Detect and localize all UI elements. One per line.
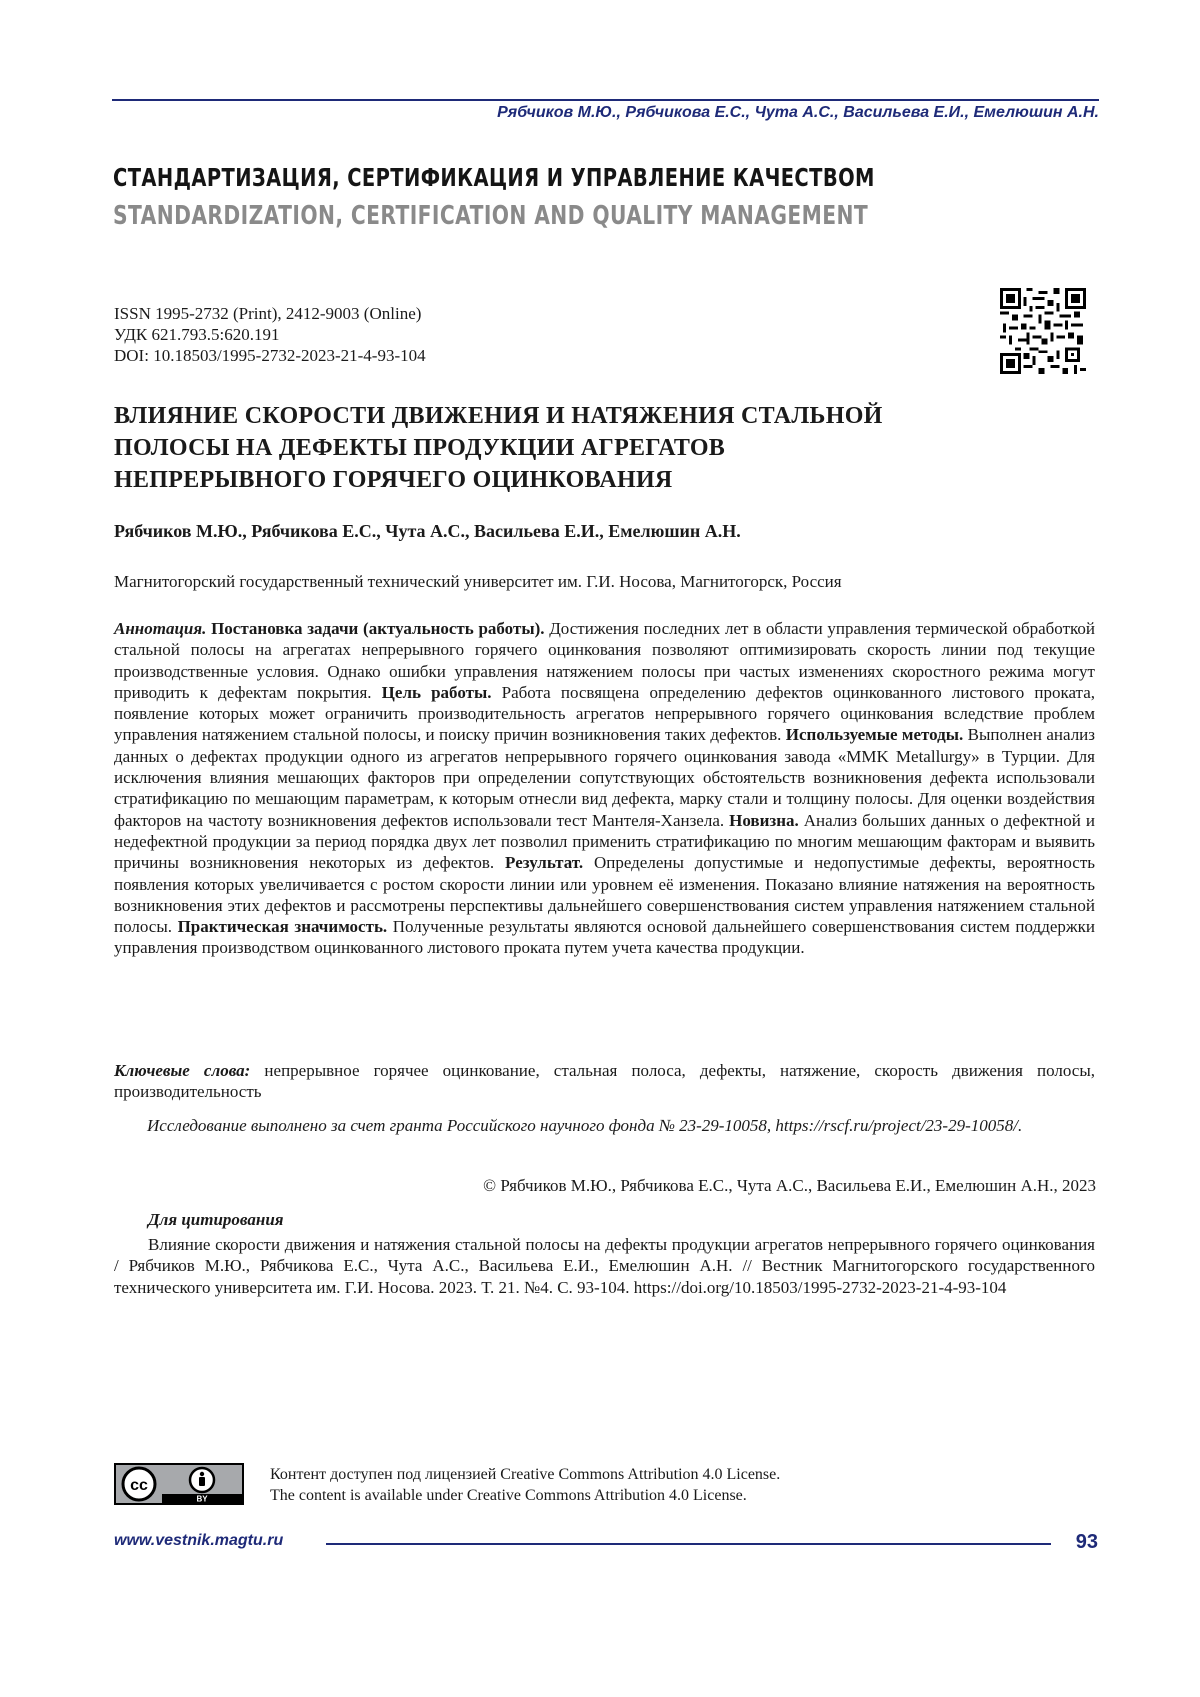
citation-label: Для цитирования [148,1210,284,1230]
practical-text: Полученные результаты являются основой дальнейшего совершенствования систем поддержки управления производством оцинкованного листового проката путем учета качества продукции. [114,917,1095,957]
license-ru: Контент доступен под лицензией Creative Commons Attribution 4.0 License. [270,1464,780,1485]
result-text: Определены допустимые и недопустимые дефекты, вероятность появления которых увеличивается с ростом скорости линии или уровнем её изменения. Показано влияние натяжения на вероятность возникновения этих дефектов и рассмотрены перспективы дальнейшего совершенствования систем управления натяжением стальной полосы. [114,853,1095,936]
methods-label: Используемые методы. [786,725,964,744]
article-title [114,400,1054,496]
keywords [114,1060,1095,1103]
title-line-1: ВЛИЯНИЕ СКОРОСТИ ДВИЖЕНИЯ И НАТЯЖЕНИЯ СТАЛЬНОЙ [114,400,1054,432]
novelty-text: Анализ больших данных о дефектной и недефектной продукции за период порядка двух лет позволил применить стратификацию по многим мешающим факторам и выявить причины возникновения некоторых из дефектов. [114,811,1095,873]
creative-commons-by-icon[interactable] [114,1463,244,1505]
abstract [114,618,1095,959]
methods-text: Выполнен анализ данных о дефектах продукции одного из агрегатов непрерывного горячего оцинкования завода «MMK Metallurgy» в Турции. Для исключения влияния мешающих факторов при определении сопутствующих обстоятельств возникновения дефекта использовали стратификацию по мешающим параметрам, к которым отнесли вид дефекта, марку стали и толщину полосы. Для оценки воздействия факторов на частоту возникновения дефектов использовали тест Мантеля-Ханзела. [114,725,1095,829]
license-text [270,1464,780,1506]
running-header-authors: Рябчиков М.Ю., Рябчикова Е.С., Чута А.С., Васильева Е.И., Емелюшин А.Н. [497,104,1099,122]
title-line-3: НЕПРЕРЫВНОГО ГОРЯЧЕГО ОЦИНКОВАНИЯ [114,464,1054,496]
copyright: © Рябчиков М.Ю., Рябчикова Е.С., Чута А.С., Васильева Е.И., Емелюшин А.Н., 2023 [483,1176,1096,1196]
issn: ISSN 1995-2732 (Print), 2412-9003 (Online) [114,303,426,324]
udk: УДК 621.793.5:620.191 [114,324,426,345]
page-number: 93 [1076,1531,1098,1554]
article-authors: Рябчиков М.Ю., Рябчикова Е.С., Чута А.С., Васильева Е.И., Емелюшин А.Н. [114,521,741,542]
problem-text: Достижения последних лет в области управления термической обработкой стальной полосы на агрегатах непрерывного горячего оцинкования позволяют оптимизировать скорость линии под текущие производственные условия. Однако ошибки управления натяжением полосы при частых изменениях скоростного режима могут приводить к дефектам покрытия. [114,619,1095,702]
goal-label: Цель работы. [382,683,492,702]
header-rule [112,99,1099,101]
cc-badge-text: cc [130,1477,148,1494]
section-title-en: STANDARDIZATION, CERTIFICATION AND QUALITY MANAGEMENT [113,201,868,231]
affiliation: Магнитогорский государственный технический университет им. Г.И. Носова, Магнитогорск, Россия [114,572,842,592]
by-badge-text: BY [196,1495,208,1504]
problem-label: Постановка задачи (актуальность работы). [211,619,544,638]
keywords-text: непрерывное горячее оцинкование, стальная полоса, дефекты, натяжение, скорость движения полосы, производительность [114,1061,1095,1101]
novelty-label: Новизна. [729,811,799,830]
title-line-2: ПОЛОСЫ НА ДЕФЕКТЫ ПРОДУКЦИИ АГРЕГАТОВ [114,432,1054,464]
goal-text: Работа посвящена определению дефектов оцинкованного листового проката, появление которых может ограничить производительность агрегатов непрерывного горячего оцинкования вследствие проблем управления натяжением стальной полосы, и поиску причин возникновения таких дефектов. [114,683,1095,745]
journal-url-link[interactable]: www.vestnik.magtu.ru [114,1532,283,1550]
citation-text: Влияние скорости движения и натяжения стальной полосы на дефекты продукции агрегатов непрерывного горячего оцинкования / Рябчиков М.Ю., Рябчикова Е.С., Чута А.С., Васильева Е.И., Емелюшин А.Н. // Вестник Магнитогорского государственного технического университета им. Г.И. Носова. 2023. Т. 21. №4. С. 93-104. https://doi.org/10.18503/1995-2732-2023-21-4-93-104 [114,1234,1095,1298]
practical-label: Практическая значимость. [178,917,388,936]
license-en: The content is available under Creative Commons Attribution 4.0 License. [270,1485,780,1506]
grant-note: Исследование выполнено за счет гранта Российского научного фонда № 23-29-10058, https://rscf.ru/project/23-29-10058/. [114,1115,1095,1137]
article-meta [114,303,426,366]
section-title-ru: СТАНДАРТИЗАЦИЯ, СЕРТИФИКАЦИЯ И УПРАВЛЕНИЕ КАЧЕСТВОМ [113,163,875,192]
footer-rule [326,1543,1051,1545]
result-label: Результат. [505,853,583,872]
keywords-label: Ключевые слова: [114,1061,250,1080]
abstract-label: Аннотация. [114,619,206,638]
qr-code-icon[interactable] [1000,288,1086,374]
doi: DOI: 10.18503/1995-2732-2023-21-4-93-104 [114,345,426,366]
